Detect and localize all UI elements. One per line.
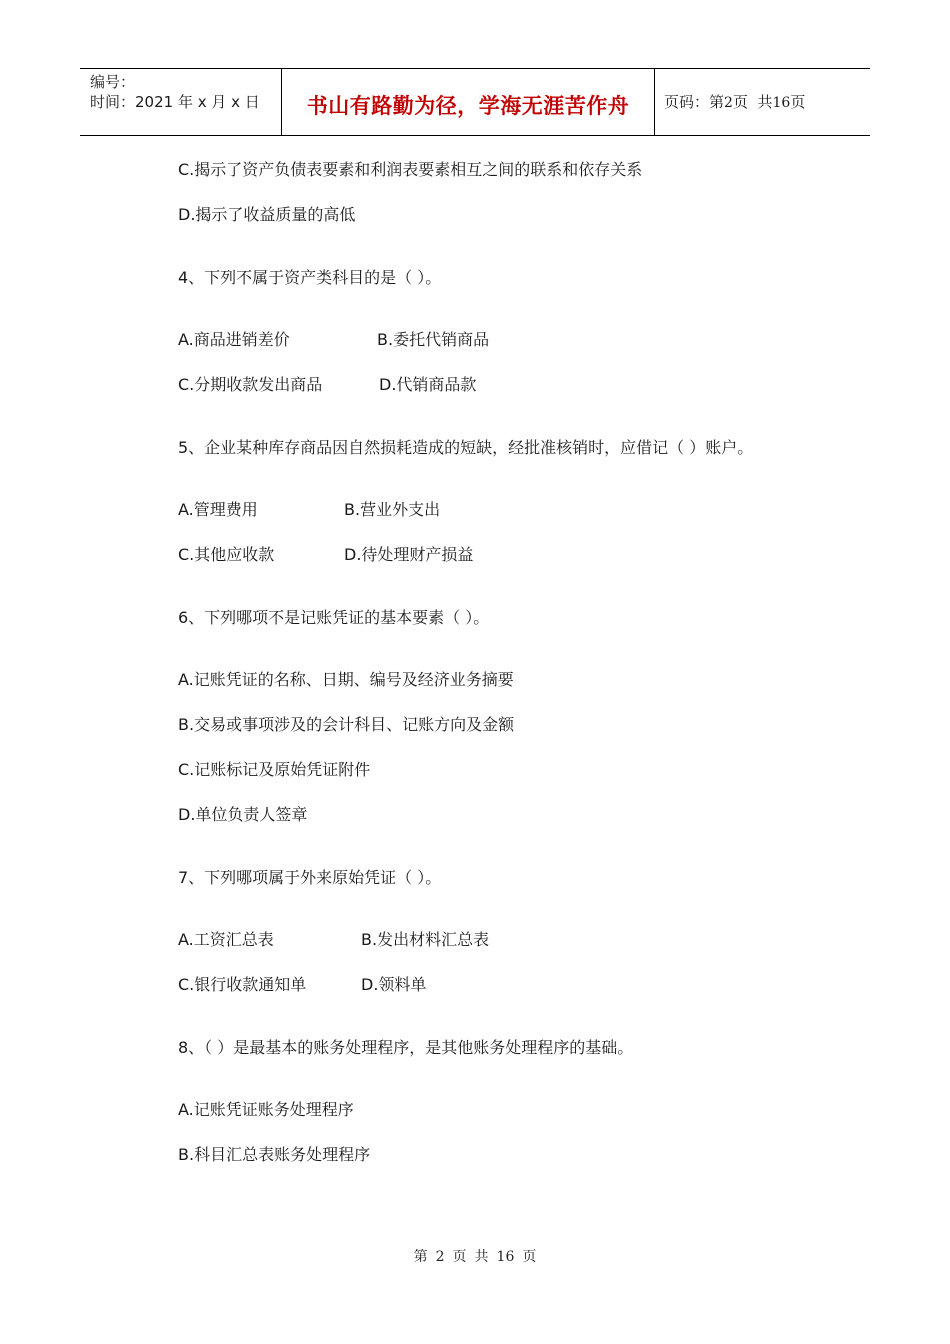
page-footer [0,1246,950,1266]
page-total: 16 [772,95,791,111]
footer-prefix: 第 [413,1249,428,1265]
option-line: D.揭示了收益质量的高低 [178,205,356,224]
question-line: 5、企业某种库存商品因自然损耗造成的短缺，经批准核销时，应借记（ ）账户。 [178,438,754,457]
footer-mid1: 页 [452,1249,467,1265]
option-line: A.工资汇总表 [178,930,274,949]
footer-suffix: 页 [522,1249,537,1265]
option-line: A.记账凭证账务处理程序 [178,1100,354,1119]
option-line: B.发出材料汇总表 [361,930,490,949]
page-prefix: 页码：第 [664,93,725,111]
header-divider-right [654,68,655,136]
option-line: D.待处理财产损益 [344,545,474,564]
question-line: 7、下列哪项属于外来原始凭证（ ）。 [178,868,442,887]
option-line: A.管理费用 [178,500,258,519]
option-line: C.其他应收款 [178,545,275,564]
option-line: B.营业外支出 [344,500,441,519]
option-line: B.委托代销商品 [377,330,490,349]
option-line: A.记账凭证的名称、日期、编号及经济业务摘要 [178,670,514,689]
option-line: A.商品进销差价 [178,330,290,349]
option-line: D.领料单 [361,975,427,994]
question-line: 8、（ ）是最基本的账务处理程序，是其他账务处理程序的基础。 [178,1038,634,1057]
header-page-indicator [664,92,805,113]
document-number-label: 编号： [90,73,136,91]
header-motto: 书山有路勤为径，学海无涯苦作舟 [306,93,630,118]
option-line: B.交易或事项涉及的会计科目、记账方向及金额 [178,715,515,734]
option-line: C.揭示了资产负债表要素和利润表要素相互之间的联系和依存关系 [178,160,643,179]
header-top-rule [80,68,870,69]
page-mid: 页 共 [732,93,773,111]
header-meta [90,72,260,112]
option-line: D.代销商品款 [379,375,477,394]
header-bottom-rule [80,135,870,136]
question-line: 4、下列不属于资产类科目的是（ ）。 [178,268,442,287]
footer-mid2: 共 [474,1249,489,1265]
page-suffix: 页 [790,93,806,111]
question-line: 6、下列哪项不是记账凭证的基本要素（ ）。 [178,608,490,627]
option-line: C.银行收款通知单 [178,975,307,994]
page-current: 2 [724,95,733,111]
option-line: B.科目汇总表账务处理程序 [178,1145,371,1164]
footer-total: 16 [496,1249,515,1265]
option-line: C.记账标记及原始凭证附件 [178,760,371,779]
document-date-label: 时间：2021 年 x 月 x 日 [90,93,260,111]
option-line: C.分期收款发出商品 [178,375,323,394]
footer-current: 2 [435,1249,445,1265]
option-line: D.单位负责人签章 [178,805,308,824]
